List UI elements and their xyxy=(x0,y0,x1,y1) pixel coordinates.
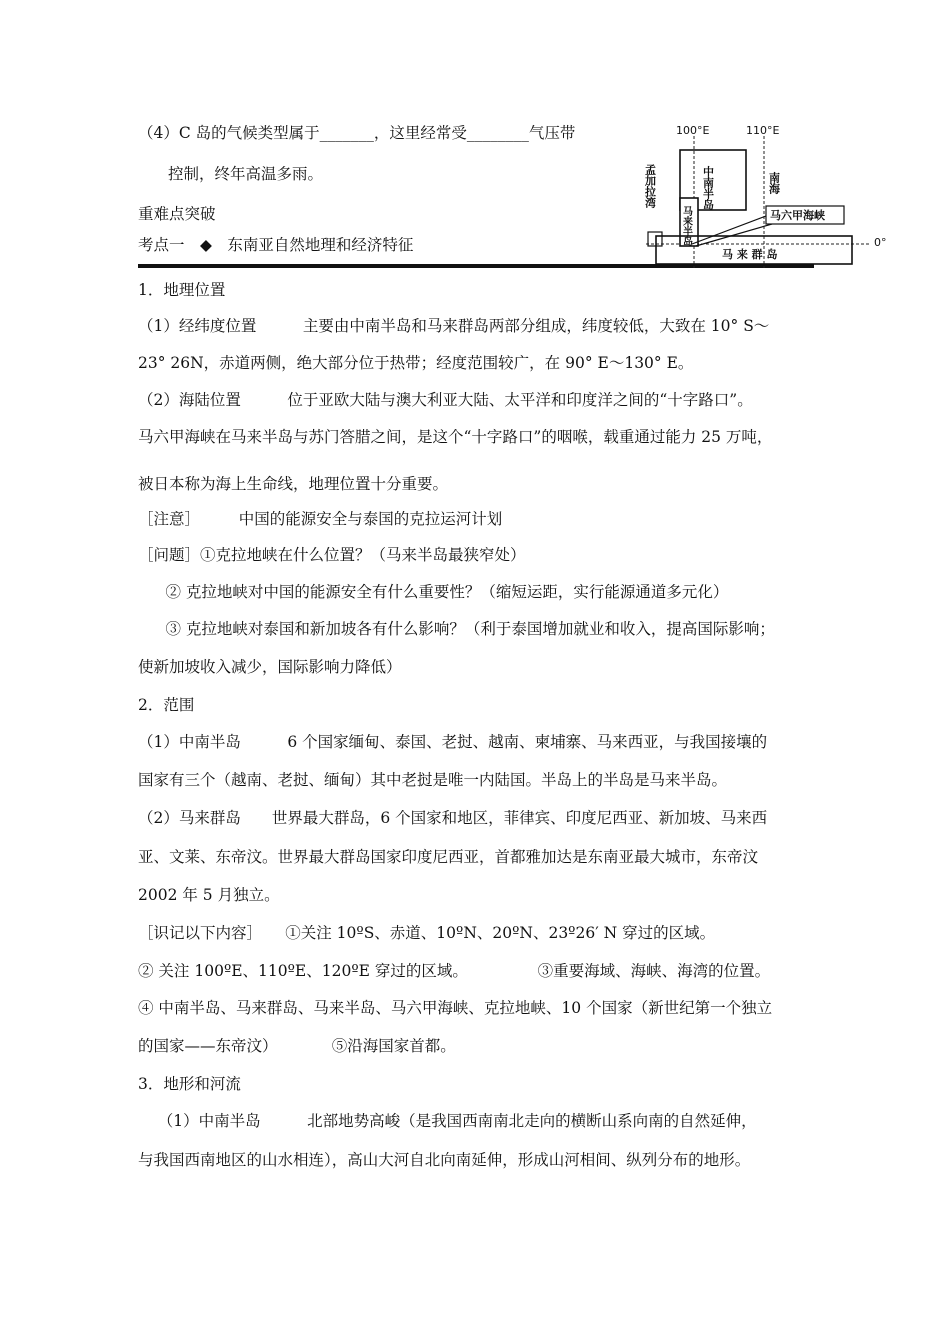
map-svg xyxy=(643,120,896,270)
body-line: （2）马来群岛 世界最大群岛，6 个国家和地区，菲律宾、印度尼西亚、新加坡、马来西 xyxy=(138,809,768,827)
indochina-label: 中南半岛 xyxy=(701,166,715,210)
south-sea-label: 南海 xyxy=(767,172,781,194)
body-line: 马六甲海峡在马来半岛与苏门答腊之间，是这个“十字路口”的咽喉，载重通过能力 25 万吨， xyxy=(138,428,773,446)
section-title: 重难点突破 xyxy=(138,205,216,223)
bengal-bay-label: 孟加拉湾 xyxy=(643,164,657,208)
question-4-line-1: （4）C 岛的气候类型属于_______，这里经常受________气压带 xyxy=(138,124,576,142)
kaodian-heading: 考点一 ◆ 东南亚自然地理和经济特征 xyxy=(138,236,414,254)
strait-pointer-2 xyxy=(696,224,772,246)
lat-0-label: 0° xyxy=(874,236,887,249)
strait-label: 马六甲海峡 xyxy=(770,209,825,222)
body-line: 与我国西南地区的山水相连），高山大河自北向南延伸，形成山河相间、纵列分布的地形。 xyxy=(138,1151,751,1169)
body-line: 国家有三个（越南、老挝、缅甸）其中老挝是唯一内陆国。半岛上的半岛是马来半岛。 xyxy=(138,771,728,789)
question-4-line-2: 控制，终年高温多雨。 xyxy=(168,165,324,183)
body-line: 被日本称为海上生命线，地理位置十分重要。 xyxy=(138,475,449,493)
body-line: 的国家——东帝汶） ⑤沿海国家首都。 xyxy=(138,1037,456,1055)
body-line: ③ 克拉地峡对泰国和新加坡各有什么影响？（利于泰国增加就业和收入，提高国际影响； xyxy=(150,620,775,638)
body-line: 2．范围 xyxy=(138,696,195,714)
body-line: 使新加坡收入减少，国际影响力降低） xyxy=(138,658,402,676)
body-line: （1）中南半岛 北部地势高峻（是我国西南南北走向的横断山系向南的自然延伸， xyxy=(150,1112,757,1130)
body-line: ④ 中南半岛、马来群岛、马来半岛、马六甲海峡、克拉地峡、10 个国家（新世纪第一个独立 xyxy=(138,999,773,1017)
body-line: （1）经纬度位置 主要由中南半岛和马来群岛两部分组成，纬度较低，大致在 10° S～ xyxy=(138,317,770,335)
body-line: ［注意］ 中国的能源安全与泰国的克拉运河计划 xyxy=(138,510,503,528)
southeast-asia-sketch-map xyxy=(643,120,896,270)
body-line: （2）海陆位置 位于亚欧大陆与澳大利亚大陆、太平洋和印度洋之间的“十字路口”。 xyxy=(138,391,753,409)
body-line: 1．地理位置 xyxy=(138,281,226,299)
lon-100-label: 100°E xyxy=(676,124,710,137)
malay-peninsula-label: 马来半岛 xyxy=(680,206,692,246)
body-line: （1）中南半岛 6 个国家缅甸、泰国、老挝、越南、柬埔寨、马来西亚，与我国接壤的 xyxy=(138,733,768,751)
sumatra-stub xyxy=(648,232,662,246)
body-line: 2002 年 5 月独立。 xyxy=(138,886,280,904)
body-line: ② 关注 100ºE、110ºE、120ºE 穿过的区域。 ③重要海域、海峡、海湾的位置。 xyxy=(138,962,771,980)
body-line: 亚、文莱、东帝汶。世界最大群岛国家印度尼西亚，首都雅加达是东南亚最大城市，东帝汶 xyxy=(138,848,759,866)
lon-110-label: 110°E xyxy=(746,124,780,137)
strait-pointer xyxy=(692,216,766,244)
body-line: 23° 26N，赤道两侧，绝大部分位于热带；经度范围较广，在 90° E～130° E。 xyxy=(138,354,694,372)
body-line: 3．地形和河流 xyxy=(138,1075,241,1093)
body-line: ［问题］①克拉地峡在什么位置？（马来半岛最狭窄处） xyxy=(138,546,526,564)
body-line: ［识记以下内容］ ①关注 10ºS、赤道、10ºN、20ºN、23º26′ N 穿过的区域。 xyxy=(138,924,716,942)
archipelago-label: 马 来 群 岛 xyxy=(722,248,778,261)
body-line: ② 克拉地峡对中国的能源安全有什么重要性？（缩短运距，实行能源通道多元化） xyxy=(150,583,729,601)
